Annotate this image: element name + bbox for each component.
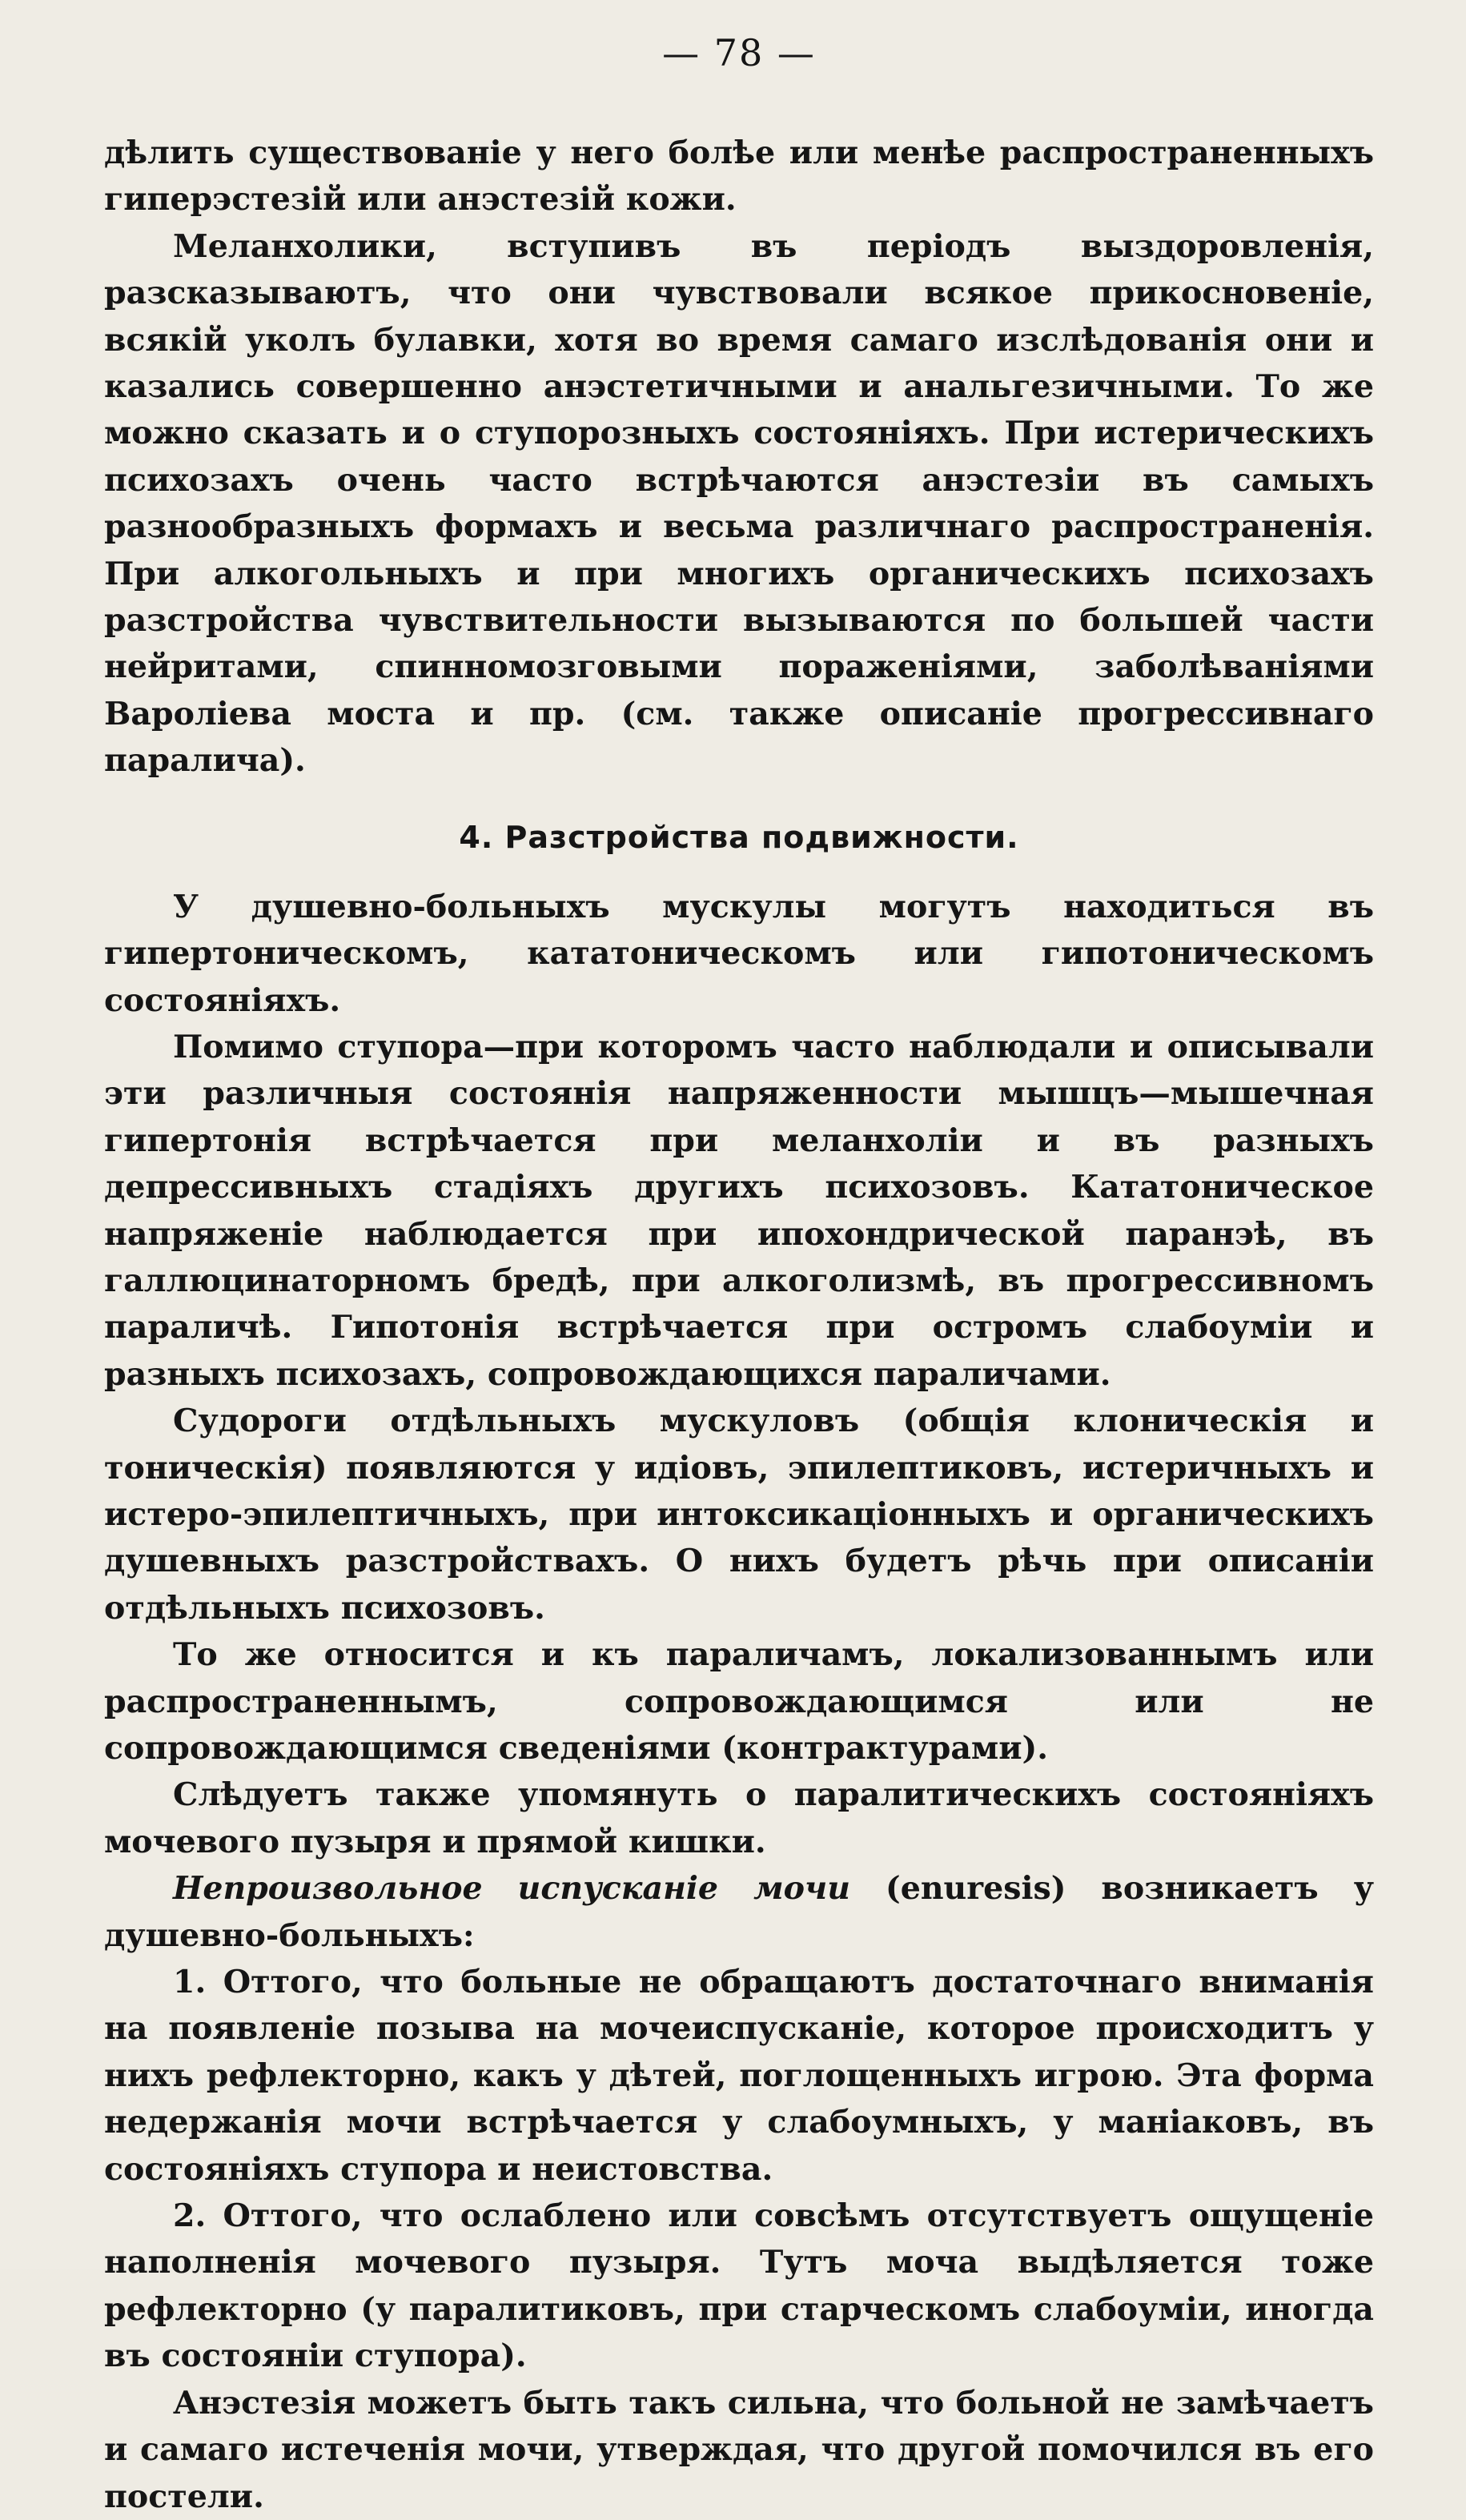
paragraph-anesthesia: Анэстезія можетъ быть такъ сильна, что больной не замѣчаетъ и самаго истеченія мочи, утверждая, что другой помочился въ его постели. — [104, 2384, 1374, 2515]
paragraph-melancholics: Меланхолики, вступивъ въ періодъ выздоровленія, разсказываютъ, что они чувствовали всякое прикосновеніе, всякій уколъ булавки, хотя во время самаго изслѣдованія они и казались совершенно анэстетичными и анальгезичными. То же можно сказать и о ступорозныхъ состояніяхъ. При истерическихъ психозахъ очень часто встрѣчаются анэстезіи въ самыхъ разнообразныхъ формахъ и весьма различнаго распространенія. При алкогольныхъ и при многихъ органическихъ психозахъ разстройства чувствительности вызываются по большей части нейритами, спинномозговыми пораженіями, заболѣваніями Вароліева моста и пр. (см. также описаніе прогрессивнаго паралича). — [104, 227, 1374, 780]
paragraph-cause-1: 1. Оттого, что больные не обращаютъ достаточнаго вниманія на появленіе позыва на мочеиспусканіе, которое происходитъ у нихъ рефлекторно, какъ у дѣтей, поглощенныхъ игрою. Эта форма недержанія мочи встрѣчается у слабоумныхъ, у маніаковъ, въ состояніяхъ ступора и неистовства. — [104, 1964, 1374, 2188]
paragraph-muscle-tone: У душевно-больныхъ мускулы могутъ находиться въ гипертоническомъ, кататоническомъ или гипотоническомъ состояніяхъ. — [104, 888, 1374, 1019]
paragraph-bladder: Слѣдуетъ также упомянуть о паралитическихъ состояніяхъ мочевого пузыря и прямой кишки. — [104, 1776, 1374, 1860]
paragraph-convulsions: Судороги отдѣльныхъ мускуловъ (общія клоническія и тоническія) появляются у идіовъ, эпилептиковъ, истеричныхъ и истеро-эпилептичныхъ, при интоксикаціонныхъ и органическихъ душевныхъ разстройствахъ. О нихъ будетъ рѣчь при описаніи отдѣльныхъ психозовъ. — [104, 1402, 1374, 1627]
paragraph-continuation: дѣлить существованіе у него болѣе или менѣе распространенныхъ гиперэстезій или анэстезій кожи. — [104, 134, 1374, 219]
paragraph-paralyses: То же относится и къ параличамъ, локализованнымъ или распространеннымъ, сопровождающимся или не сопровождающимся сведеніями (контрактурами). — [104, 1636, 1374, 1767]
paragraph-cause-2: 2. Оттого, что ослаблено или совсѣмъ отсутствуетъ ощущеніе наполненія мочевого пузыря. Тутъ моча выдѣляется тоже рефлекторно (у паралитиковъ, при старческомъ слабоуміи, иногда въ состояніи ступора). — [104, 2197, 1374, 2375]
paragraph-stupor: Помимо ступора—при которомъ часто наблюдали и описывали эти различныя состоянія напряженности мышцъ—мышечная гипертонія встрѣчается при меланхоліи и въ разныхъ депрессивныхъ стадіяхъ другихъ психозовъ. Кататоническое напряженіе наблюдается при ипохондрической паранэѣ, въ галлюцинаторномъ бредѣ, при алкоголизмѣ, въ прогрессивномъ параличѣ. Гипотонія встрѣчается при остромъ слабоуміи и разныхъ психозахъ, сопровождающихся параличами. — [104, 1028, 1374, 1393]
enuresis-term: Непроизвольное испусканіе мочи — [173, 1870, 850, 1908]
page-number: — 78 — — [662, 31, 816, 74]
section-heading: 4. Разстройства подвижности. — [459, 819, 1019, 855]
enuresis-rest: (enuresis) возникаетъ у душевно-больныхъ: — [104, 1870, 1374, 1954]
paragraph-enuresis — [104, 1865, 1374, 1959]
